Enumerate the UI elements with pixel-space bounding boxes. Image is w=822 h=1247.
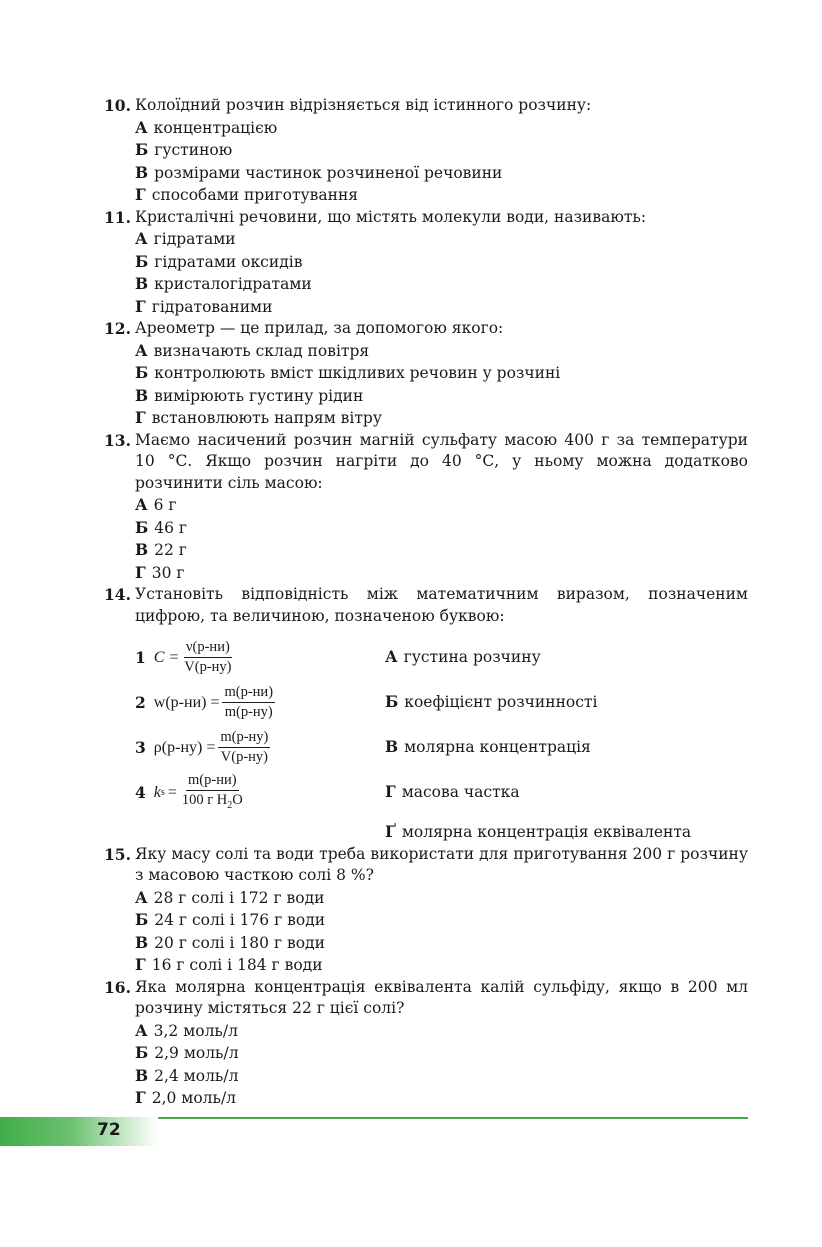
question-number: 16.	[104, 977, 131, 997]
option: В вимірюють густину рідин	[135, 385, 364, 405]
question-13	[104, 430, 748, 585]
matching-row	[135, 770, 748, 815]
option: А 3,2 моль/л	[135, 1020, 238, 1040]
option: А визначають склад повітря	[135, 340, 370, 360]
footer-accent-bar	[0, 1117, 158, 1146]
option: В 20 г солі і 180 г води	[135, 932, 325, 952]
option: Г 30 г	[135, 562, 185, 582]
matching-row	[135, 680, 748, 725]
question-number: 14.	[104, 585, 131, 604]
option: Г способами приготування	[135, 185, 359, 204]
matching-row	[135, 635, 748, 680]
fraction: $\frac{m(р-ну)}{V(р-ну)}$	[220, 729, 269, 765]
question-text: Яка молярна концентрація еквівалента калій сульфіду, якщо в 200 мл розчину містяться 22 г цієї солі?	[135, 977, 748, 1017]
question-number: 15.	[104, 844, 131, 864]
question-number: 12.	[104, 319, 131, 338]
question-text: Колоїдний розчин відрізняється від істинного розчину:	[135, 96, 592, 114]
option: Б густиною	[135, 140, 233, 159]
option: В кристалогідратами	[135, 274, 312, 293]
option: А концентрацією	[135, 117, 278, 137]
question-text: Кристалічні речовини, що містять молекули води, називають:	[135, 207, 647, 226]
question-10	[104, 95, 748, 207]
matching-table	[104, 635, 748, 815]
formula: 4 k s = $\frac{m(р-ни)}{100 г H_2O}$	[135, 772, 385, 814]
option: В 2,4 моль/л	[135, 1065, 239, 1085]
fraction: $\frac{\nu(р-ни)}{V(р-ну)}$	[184, 639, 232, 675]
question-15	[104, 844, 748, 977]
page-number: 72	[97, 1120, 121, 1140]
question-text: Маємо насичений розчин магній сульфату масою 400 г за температури 10 °С. Якщо розчин нагріти до 40 °С, у ньому можна додатково розчинити сіль масою:	[135, 430, 748, 492]
formula: 1 C = $\frac{\nu(р-ни)}{V(р-ну)}$	[135, 639, 232, 675]
question-14	[104, 584, 748, 844]
answer: Г масова частка	[385, 782, 520, 802]
option: Г 16 г солі і 184 г води	[135, 955, 323, 974]
question-number: 10.	[104, 96, 131, 115]
option: Б 46 г	[135, 517, 188, 537]
question-11	[104, 207, 748, 319]
answer: В молярна концентрація	[385, 737, 591, 757]
formula: 3 ρ(р-ну) = $\frac{m(р-ну)}{V(р-ну)}$	[135, 729, 269, 765]
option: Г 2,0 моль/л	[135, 1088, 237, 1107]
answer: Б коефіцієнт розчинності	[385, 692, 598, 712]
option: А 6 г	[135, 495, 177, 514]
option: Б 24 г солі і 176 г води	[135, 910, 326, 929]
fraction: $\frac{m(р-ни)}{m(р-ну)}$	[224, 684, 274, 720]
option: Б контролюють вміст шкідливих речовин у розчині	[135, 363, 561, 382]
question-12	[104, 318, 748, 430]
formula: 2 w(р-ни) = $\frac{m(р-ни)}{m(р-ну)}$	[135, 684, 274, 720]
footer-rule	[158, 1117, 748, 1119]
option: В 22 г	[135, 540, 187, 559]
question-text: Яку масу солі та води треба використати для приготування 200 г розчину з масовою часткою солі 8 %?	[135, 844, 748, 884]
option: А 28 г солі і 172 г води	[135, 887, 325, 907]
page-content	[104, 95, 748, 1110]
question-number: 11.	[104, 207, 131, 227]
question-text: Ареометр — це прилад, за допомогою якого:	[135, 319, 504, 337]
option: Г гідратованими	[135, 296, 273, 316]
question-number: 13.	[104, 430, 131, 450]
option: В розмірами частинок розчиненої речовини	[135, 162, 503, 182]
question-16	[104, 977, 748, 1110]
option: Б 2,9 моль/л	[135, 1043, 239, 1062]
question-text: Установіть відповідність між математичним виразом, позначеним цифрою, та величиною, позначеною буквою:	[135, 585, 748, 625]
matching-row	[135, 725, 748, 770]
answer: А густина розчину	[385, 647, 541, 667]
option: А гідратами	[135, 229, 236, 248]
fraction: $\frac{m(р-ни)}{100 г H_2O}$	[181, 771, 243, 811]
option: Г встановлюють напрям вітру	[135, 408, 382, 427]
answer-extra: Ґ молярна концентрація еквівалента	[385, 822, 692, 841]
option: Б гідратами оксидів	[135, 251, 303, 271]
